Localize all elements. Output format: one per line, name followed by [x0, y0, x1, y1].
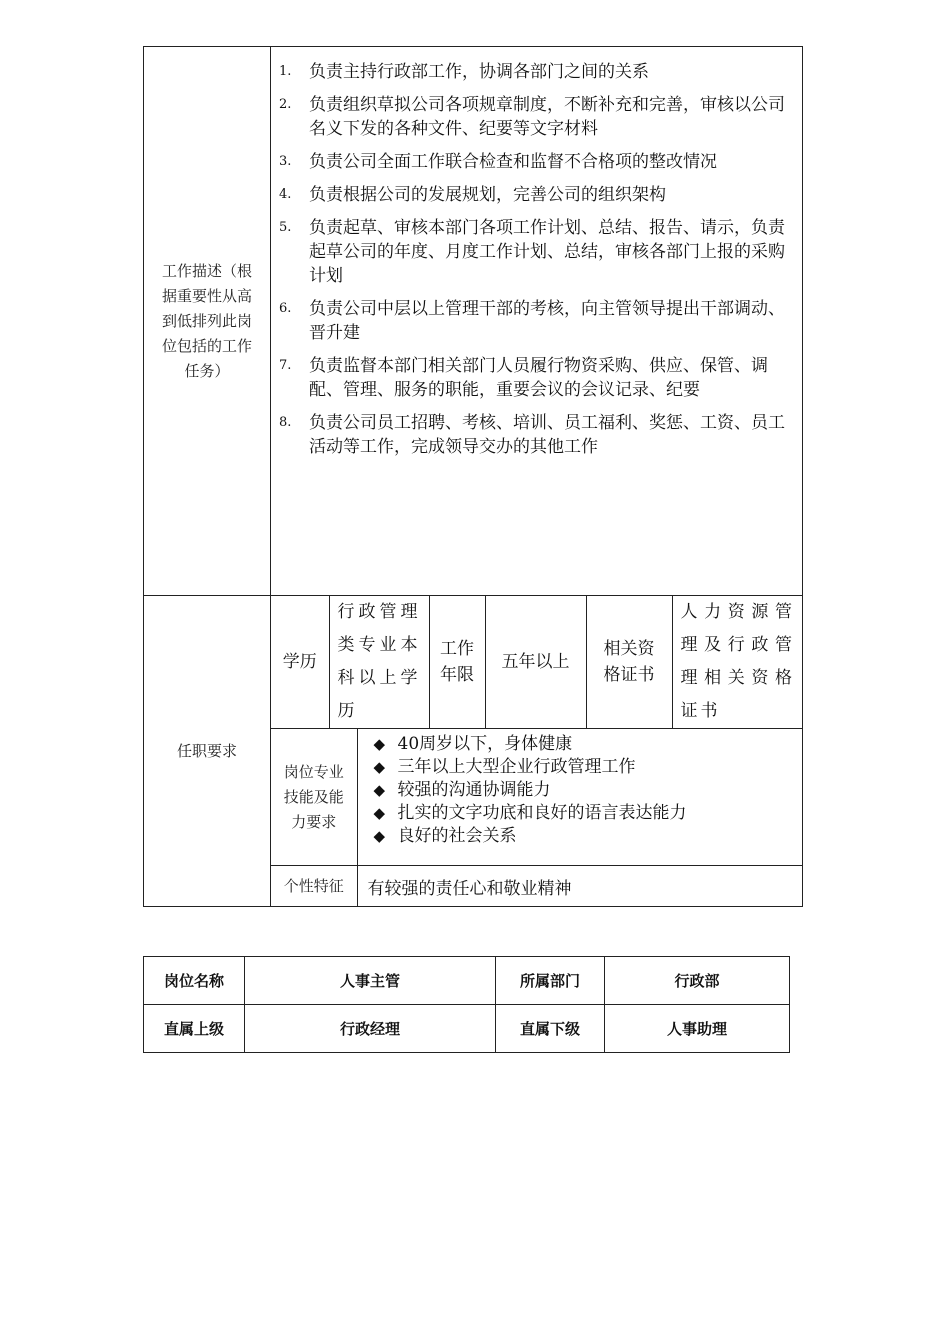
- position-info-row-2: [144, 1005, 790, 1053]
- requirements-label: 任职要求: [144, 596, 271, 907]
- duty-number: 7.: [279, 358, 292, 373]
- duty-number: 4.: [279, 187, 292, 202]
- skill-item: [366, 756, 796, 779]
- education-value-cell: [329, 596, 429, 729]
- diamond-bullet-icon: ◆: [373, 735, 386, 753]
- department-label: 所属部门: [496, 957, 605, 1005]
- duty-text: 负责公司全面工作联合检查和监督不合格项的整改情况: [309, 152, 717, 172]
- job-spec-table: [143, 46, 803, 907]
- diamond-bullet-icon: ◆: [373, 758, 386, 776]
- duties-list: [271, 47, 802, 459]
- position-info-table: [143, 956, 790, 1053]
- skill-item: [366, 779, 796, 802]
- skills-label: 岗位专业技能及能力要求: [283, 762, 344, 831]
- duty-number: 3.: [279, 154, 292, 169]
- duty-item: [279, 183, 790, 207]
- personality-value: 有较强的责任心和敬业精神: [357, 866, 803, 907]
- duty-text: 负责组织草拟公司各项规章制度，不断补充和完善，审核以公司名义下发的各种文件、纪要等文字材料: [309, 95, 785, 139]
- skill-text: 40周岁以下，身体健康: [397, 734, 573, 754]
- experience-value: 五年以上: [485, 596, 586, 729]
- skills-cell: [357, 729, 803, 866]
- diamond-bullet-icon: ◆: [373, 804, 386, 822]
- duty-number: 5.: [279, 220, 292, 235]
- skill-text: 较强的沟通协调能力: [397, 780, 551, 800]
- duty-text: 负责根据公司的发展规划，完善公司的组织架构: [309, 185, 666, 205]
- certificate-label: 相关资格证书: [603, 639, 655, 685]
- duty-text: 负责公司员工招聘、考核、培训、员工福利、奖惩、工资、员工活动等工作，完成领导交办的其他工作: [309, 413, 785, 457]
- certificate-value: 人力资源管理及行政管理相关资格证书: [680, 602, 795, 721]
- skills-label-cell: [271, 729, 357, 866]
- personality-row: [271, 866, 803, 907]
- duty-item: [279, 93, 790, 141]
- duty-text: 负责主持行政部工作，协调各部门之间的关系: [309, 62, 649, 82]
- experience-label: 工作年限: [440, 639, 474, 685]
- education-label: 学历: [271, 596, 329, 729]
- skill-text: 扎实的文字功底和良好的语言表达能力: [397, 803, 687, 823]
- duty-item: [279, 150, 790, 174]
- duty-number: 6.: [279, 301, 292, 316]
- subordinate-label: 直属下级: [496, 1005, 605, 1053]
- duty-text: 负责监督本部门相关部门人员履行物资采购、供应、保管、调配、管理、服务的职能，重要会议的会议记录、纪要: [309, 356, 768, 400]
- duty-item: [279, 297, 790, 345]
- subordinate-value: 人事助理: [605, 1005, 790, 1053]
- duties-cell: [271, 47, 803, 596]
- duty-number: 1.: [279, 64, 292, 79]
- duty-number: 2.: [279, 97, 292, 112]
- position-name-label: 岗位名称: [144, 957, 245, 1005]
- position-info-row-1: [144, 957, 790, 1005]
- requirements-cell: [271, 596, 803, 907]
- duty-item: [279, 60, 790, 84]
- skill-text: 三年以上大型企业行政管理工作: [397, 757, 636, 777]
- requirements-inner-table: [271, 596, 803, 906]
- job-description-row: [144, 47, 803, 596]
- duty-text: 负责公司中层以上管理干部的考核，向主管领导提出干部调动、晋升建: [309, 299, 785, 343]
- certificate-label-cell: [586, 596, 672, 729]
- skill-item: [366, 802, 796, 825]
- position-name-value: 人事主管: [245, 957, 496, 1005]
- personality-label: 个性特征: [271, 866, 357, 907]
- experience-label-cell: [429, 596, 485, 729]
- duty-text: 负责起草、审核本部门各项工作计划、总结、报告、请示，负责起草公司的年度、月度工作计划、总结，审核各部门上报的采购计划: [309, 218, 785, 286]
- department-value: 行政部: [605, 957, 790, 1005]
- skills-row: [271, 729, 803, 866]
- education-row: [271, 596, 803, 729]
- skill-item: [366, 825, 796, 848]
- skill-text: 良好的社会关系: [397, 826, 517, 846]
- requirements-row: [144, 596, 803, 907]
- superior-value: 行政经理: [245, 1005, 496, 1053]
- duty-item: [279, 216, 790, 288]
- duty-item: [279, 354, 790, 402]
- job-description-label-cell: [144, 47, 271, 596]
- education-value: 行政管理类专业本科以上学历: [337, 602, 421, 721]
- certificate-value-cell: [672, 596, 803, 729]
- diamond-bullet-icon: ◆: [373, 781, 386, 799]
- duty-number: 8.: [279, 415, 292, 430]
- duty-item: [279, 411, 790, 459]
- job-description-label: 工作描述（根据重要性从高到低排列此岗位包括的工作任务）: [161, 261, 252, 380]
- diamond-bullet-icon: ◆: [373, 827, 386, 845]
- skill-item: [366, 733, 796, 756]
- superior-label: 直属上级: [144, 1005, 245, 1053]
- skills-list: [358, 729, 804, 852]
